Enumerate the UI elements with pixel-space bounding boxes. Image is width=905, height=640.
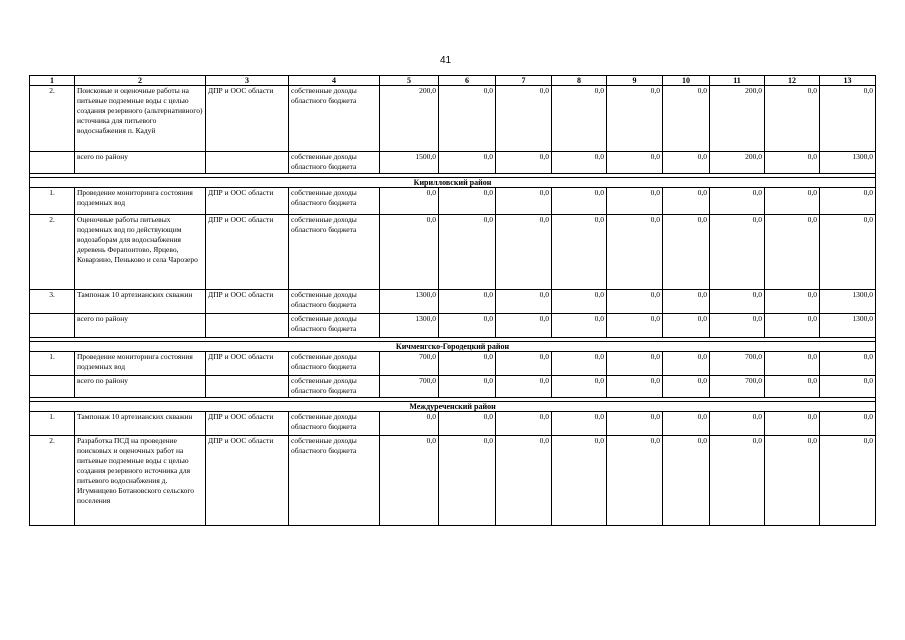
- row-value: 0,0: [820, 352, 876, 376]
- row-name: Оценочные работы питьевых подземных вод по действующим водозаборам для водоснабжения деревень Ферапонтово, Ярцево, Коварзино, Пеньково и села Чарозеро: [75, 215, 206, 290]
- row-value: 0,0: [496, 188, 552, 215]
- column-header: 3: [206, 76, 289, 86]
- column-header: 7: [496, 76, 552, 86]
- district-header-row: [30, 342, 876, 352]
- row-value: 0,0: [710, 314, 765, 338]
- row-value: 0,0: [663, 188, 710, 215]
- row-value: 0,0: [552, 215, 607, 290]
- table-row: [30, 86, 876, 152]
- row-value: 0,0: [710, 215, 765, 290]
- row-number: [30, 152, 75, 174]
- row-value: 0,0: [607, 352, 663, 376]
- row-value: 0,0: [439, 376, 496, 398]
- row-value: 0,0: [496, 352, 552, 376]
- row-value: 0,0: [765, 152, 820, 174]
- row-value: 0,0: [496, 314, 552, 338]
- row-value: 0,0: [380, 188, 439, 215]
- row-funding-source: собственные доходы областного бюджета: [289, 215, 380, 290]
- row-funding-source: собственные доходы областного бюджета: [289, 376, 380, 398]
- row-value: 0,0: [663, 412, 710, 436]
- row-value: 0,0: [820, 436, 876, 526]
- table-row: [30, 215, 876, 290]
- row-number: 2.: [30, 215, 75, 290]
- row-value: 0,0: [552, 86, 607, 152]
- row-funding-source: собственные доходы областного бюджета: [289, 412, 380, 436]
- row-executor: [206, 376, 289, 398]
- row-executor: ДПР и ООС области: [206, 215, 289, 290]
- row-value: 0,0: [439, 314, 496, 338]
- row-value: 0,0: [663, 290, 710, 314]
- column-header: 12: [765, 76, 820, 86]
- row-value: 0,0: [765, 412, 820, 436]
- row-value: 0,0: [380, 215, 439, 290]
- row-value: 0,0: [820, 215, 876, 290]
- row-number: 3.: [30, 290, 75, 314]
- row-value: 0,0: [496, 290, 552, 314]
- row-value: 0,0: [710, 188, 765, 215]
- row-name: Проведение мониторинга состояния подземных вод: [75, 352, 206, 376]
- row-value: 0,0: [439, 352, 496, 376]
- budget-table: [29, 75, 876, 526]
- table-row: [30, 290, 876, 314]
- row-name: Проведение мониторинга состояния подземных вод: [75, 188, 206, 215]
- row-number: 2.: [30, 86, 75, 152]
- row-value: 200,0: [710, 152, 765, 174]
- row-value: 200,0: [380, 86, 439, 152]
- row-value: 0,0: [820, 86, 876, 152]
- row-value: 1300,0: [380, 290, 439, 314]
- row-value: 0,0: [607, 314, 663, 338]
- row-funding-source: собственные доходы областного бюджета: [289, 188, 380, 215]
- row-value: 0,0: [439, 436, 496, 526]
- row-number: [30, 376, 75, 398]
- row-name: Разработка ПСД на проведение поисковых и оценочных работ на питьевые подземные воды с целью создания резервного источника для питьевого водоснабжения д. Игумницево Ботановского сельского поселения: [75, 436, 206, 526]
- row-number: 1.: [30, 352, 75, 376]
- row-value: 0,0: [439, 290, 496, 314]
- row-executor: ДПР и ООС области: [206, 352, 289, 376]
- column-header: 9: [607, 76, 663, 86]
- row-value: 200,0: [710, 86, 765, 152]
- district-title: Кирилловский район: [30, 178, 876, 188]
- row-funding-source: собственные доходы областного бюджета: [289, 152, 380, 174]
- row-value: 0,0: [552, 412, 607, 436]
- row-value: 0,0: [663, 436, 710, 526]
- table-row: [30, 412, 876, 436]
- column-header: 10: [663, 76, 710, 86]
- row-value: 0,0: [439, 412, 496, 436]
- row-value: 0,0: [607, 86, 663, 152]
- column-header: 8: [552, 76, 607, 86]
- row-funding-source: собственные доходы областного бюджета: [289, 86, 380, 152]
- row-name: всего по району: [75, 314, 206, 338]
- column-header: 13: [820, 76, 876, 86]
- row-funding-source: собственные доходы областного бюджета: [289, 436, 380, 526]
- district-header-row: [30, 402, 876, 412]
- row-value: 0,0: [710, 436, 765, 526]
- row-value: 0,0: [765, 215, 820, 290]
- column-header: 1: [30, 76, 75, 86]
- row-value: 0,0: [552, 188, 607, 215]
- row-executor: ДПР и ООС области: [206, 290, 289, 314]
- row-value: 0,0: [552, 352, 607, 376]
- row-value: 0,0: [552, 376, 607, 398]
- table-body: [30, 76, 876, 526]
- row-value: 0,0: [607, 215, 663, 290]
- row-value: 0,0: [663, 352, 710, 376]
- row-value: 0,0: [496, 86, 552, 152]
- total-row: [30, 314, 876, 338]
- row-value: 0,0: [496, 152, 552, 174]
- row-value: 0,0: [607, 376, 663, 398]
- row-funding-source: собственные доходы областного бюджета: [289, 352, 380, 376]
- total-row: [30, 376, 876, 398]
- column-header: 6: [439, 76, 496, 86]
- column-header: 4: [289, 76, 380, 86]
- row-value: 1300,0: [380, 314, 439, 338]
- row-value: 0,0: [820, 376, 876, 398]
- row-value: 0,0: [607, 152, 663, 174]
- row-value: 0,0: [607, 412, 663, 436]
- row-value: 0,0: [820, 412, 876, 436]
- row-value: 700,0: [380, 376, 439, 398]
- row-value: 0,0: [765, 314, 820, 338]
- row-number: 2.: [30, 436, 75, 526]
- row-value: 0,0: [496, 215, 552, 290]
- row-value: 1300,0: [820, 152, 876, 174]
- district-header-row: [30, 178, 876, 188]
- row-value: 1300,0: [820, 314, 876, 338]
- row-value: 1300,0: [820, 290, 876, 314]
- row-value: 0,0: [765, 376, 820, 398]
- row-executor: [206, 152, 289, 174]
- row-name: всего по району: [75, 376, 206, 398]
- row-value: 0,0: [765, 436, 820, 526]
- row-value: 0,0: [439, 188, 496, 215]
- header-row: [30, 76, 876, 86]
- row-value: 0,0: [439, 86, 496, 152]
- row-value: 0,0: [552, 152, 607, 174]
- row-value: 0,0: [552, 436, 607, 526]
- row-funding-source: собственные доходы областного бюджета: [289, 290, 380, 314]
- row-value: 700,0: [710, 352, 765, 376]
- row-value: 0,0: [663, 152, 710, 174]
- district-title: Междуреченский район: [30, 402, 876, 412]
- row-executor: [206, 314, 289, 338]
- row-value: 0,0: [663, 86, 710, 152]
- row-name: всего по району: [75, 152, 206, 174]
- row-value: 0,0: [380, 436, 439, 526]
- table-row: [30, 188, 876, 215]
- table-row: [30, 436, 876, 526]
- row-value: 0,0: [496, 412, 552, 436]
- row-value: 0,0: [765, 290, 820, 314]
- row-name: Тампонаж 10 артезианских скважин: [75, 290, 206, 314]
- row-value: 0,0: [710, 412, 765, 436]
- row-name: Поисковые и оценочные работы на питьевые подземные воды с целью создания резервного (альтернативного) источника для питьевого водоснабжения п. Кадуй: [75, 86, 206, 152]
- row-value: 0,0: [710, 290, 765, 314]
- row-value: 0,0: [552, 314, 607, 338]
- row-value: 0,0: [663, 314, 710, 338]
- row-value: 1500,0: [380, 152, 439, 174]
- row-name: Тампонаж 10 артезианских скважин: [75, 412, 206, 436]
- row-executor: ДПР и ООС области: [206, 436, 289, 526]
- row-value: 0,0: [439, 152, 496, 174]
- total-row: [30, 152, 876, 174]
- row-value: 0,0: [765, 86, 820, 152]
- row-value: 700,0: [380, 352, 439, 376]
- row-value: 0,0: [607, 188, 663, 215]
- row-value: 0,0: [439, 215, 496, 290]
- row-number: 1.: [30, 412, 75, 436]
- row-value: 0,0: [607, 436, 663, 526]
- page-number: 41: [440, 55, 452, 66]
- row-value: 0,0: [380, 412, 439, 436]
- row-executor: ДПР и ООС области: [206, 86, 289, 152]
- row-value: 0,0: [607, 290, 663, 314]
- district-title: Кичменгско-Городецкий район: [30, 342, 876, 352]
- row-executor: ДПР и ООС области: [206, 412, 289, 436]
- column-header: 2: [75, 76, 206, 86]
- row-value: 700,0: [710, 376, 765, 398]
- row-number: [30, 314, 75, 338]
- row-value: 0,0: [663, 215, 710, 290]
- table-row: [30, 352, 876, 376]
- row-funding-source: собственные доходы областного бюджета: [289, 314, 380, 338]
- row-executor: ДПР и ООС области: [206, 188, 289, 215]
- row-value: 0,0: [765, 188, 820, 215]
- row-value: 0,0: [663, 376, 710, 398]
- row-value: 0,0: [496, 376, 552, 398]
- row-value: 0,0: [820, 188, 876, 215]
- row-value: 0,0: [765, 352, 820, 376]
- row-value: 0,0: [496, 436, 552, 526]
- row-value: 0,0: [552, 290, 607, 314]
- column-header: 5: [380, 76, 439, 86]
- row-number: 1.: [30, 188, 75, 215]
- column-header: 11: [710, 76, 765, 86]
